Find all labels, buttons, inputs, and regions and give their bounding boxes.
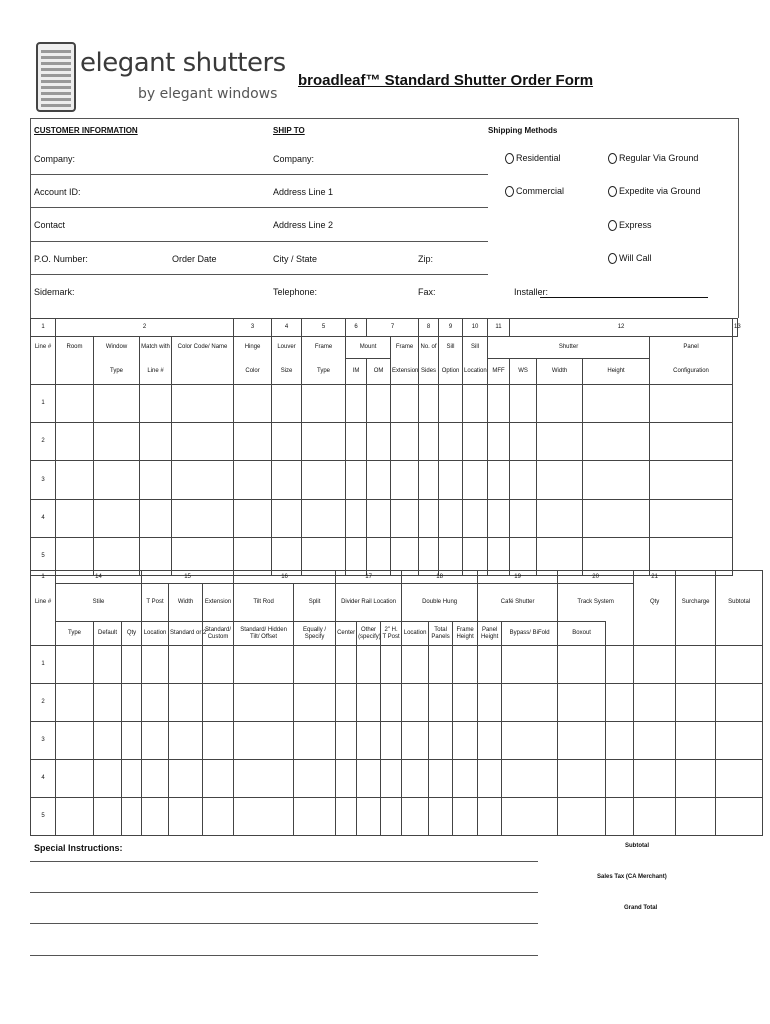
t1-subheader: OM	[367, 359, 391, 385]
t1-header: Match with	[140, 337, 172, 359]
t1-header: Panel	[650, 337, 733, 359]
special-instructions-label: Special Instructions:	[34, 843, 123, 853]
ship-fax-label: Fax:	[418, 287, 436, 297]
t1-header: Hinge	[234, 337, 272, 359]
installer-field[interactable]	[540, 297, 708, 298]
ship-address2-label: Address Line 2	[273, 220, 334, 230]
t1-header: Frame	[302, 337, 346, 359]
t1-subheader: Option	[439, 359, 463, 385]
radio-regular-ground[interactable]	[608, 153, 617, 164]
t1-subheader: Location	[463, 359, 488, 385]
t2-col-num: 18	[402, 571, 478, 584]
radio-residential[interactable]	[505, 153, 514, 164]
table-row	[31, 798, 763, 836]
shipping-express-label: Express	[619, 220, 652, 230]
t1-col-num: 13	[733, 319, 738, 337]
t1-subheader: Sides	[419, 359, 439, 385]
t2-subheader: Equally / Specify	[294, 622, 336, 646]
form-title: broadleaf™ Standard Shutter Order Form	[298, 72, 594, 89]
t1-col-num: 1	[31, 319, 56, 337]
t1-line-number: 4	[31, 500, 56, 538]
logo-tagline: by elegant windows	[138, 86, 278, 102]
sales-tax-label: Sales Tax (CA Merchant)	[597, 874, 667, 880]
t2-subheader: Standard or 2"	[169, 622, 203, 646]
special-instructions-line[interactable]	[30, 861, 538, 862]
t1-subheader: Configuration	[650, 359, 733, 385]
customer-account-id-label: Account ID:	[34, 187, 81, 197]
t2-header: Width	[169, 584, 203, 622]
order-table-2	[30, 570, 763, 836]
t2-line-number: 2	[31, 684, 56, 722]
t2-col-num: 17	[336, 571, 402, 584]
t1-subheader: Width	[537, 359, 583, 385]
radio-expedite-ground[interactable]	[608, 186, 617, 197]
t1-subheader: Color	[234, 359, 272, 385]
t2-subheader: Location	[402, 622, 429, 646]
special-instructions-line[interactable]	[30, 892, 538, 893]
t1-col-num: 4	[272, 319, 302, 337]
t1-subheader: Type	[94, 359, 140, 385]
t1-subheader: MFF	[488, 359, 510, 385]
customer-order-date-label: Order Date	[172, 254, 217, 264]
t1-col-num: 3	[234, 319, 272, 337]
shipping-will-call-label: Will Call	[619, 253, 652, 263]
ship-zip-label: Zip:	[418, 254, 434, 264]
special-instructions-line[interactable]	[30, 923, 538, 924]
t2-subheader: Other (specify)	[357, 622, 381, 646]
t2-col-num: 1	[31, 571, 56, 584]
table-row	[31, 722, 763, 760]
t2-subheader: Bypass/ BiFold	[502, 622, 558, 646]
t2-header: Surcharge	[676, 584, 716, 622]
t2-header: Stile	[56, 584, 142, 622]
ship-telephone-label: Telephone:	[273, 287, 318, 297]
t1-line-number: 5	[31, 538, 56, 576]
t2-header: Divider Rail Location	[336, 584, 402, 622]
t2-col-num: 19	[478, 571, 558, 584]
t1-header: Color Code/ Name	[172, 337, 234, 359]
customer-sidemark-label: Sidemark:	[34, 287, 75, 297]
customer-info-header: CUSTOMER INFORMATION	[34, 126, 138, 135]
t1-line-number: 2	[31, 423, 56, 461]
t1-col-num: 6	[346, 319, 367, 337]
t2-header: Split	[294, 584, 336, 622]
shipping-expedite-ground-label: Expedite via Ground	[619, 186, 701, 196]
table-row	[31, 684, 763, 722]
t1-header: No. of	[419, 337, 439, 359]
t2-subheader: Frame Height	[453, 622, 478, 646]
t1-subheader: Height	[583, 359, 650, 385]
t2-col-num: 15	[142, 571, 234, 584]
t1-header: Window	[94, 337, 140, 359]
customer-contact-label: Contact	[34, 220, 66, 230]
shipping-methods-header: Shipping Methods	[488, 126, 558, 135]
special-instructions-line[interactable]	[30, 955, 538, 956]
t1-col-num: 10	[463, 319, 488, 337]
t2-subheader: 2" H. T Post	[381, 622, 402, 646]
t1-header: Mount	[346, 337, 391, 359]
t1-header: Louver	[272, 337, 302, 359]
t2-subheader: Panel Height	[478, 622, 502, 646]
t2-subheader: Location	[142, 622, 169, 646]
t1-col-num: 11	[488, 319, 510, 337]
t2-subheader: Center	[336, 622, 357, 646]
t1-subheader: Extension	[391, 359, 419, 385]
t2-subheader: Type	[56, 622, 94, 646]
t2-subheader: Standard/ Hidden Tilt/ Offset	[234, 622, 294, 646]
shipping-regular-ground-label: Regular Via Ground	[619, 153, 699, 163]
grand-total-label: Grand Total	[624, 905, 658, 911]
t2-line-number: 5	[31, 798, 56, 836]
t2-header: Tilt Rod	[234, 584, 294, 622]
radio-express[interactable]	[608, 220, 617, 231]
t1-subheader: IM	[346, 359, 367, 385]
order-table-1	[30, 318, 741, 576]
t2-header: Qty	[634, 584, 676, 622]
t2-subheader: Boxout	[558, 622, 606, 646]
t1-header: Frame	[391, 337, 419, 359]
t1-header: Room	[56, 337, 94, 359]
t1-subheader: Size	[272, 359, 302, 385]
table-row	[31, 461, 738, 500]
t2-line-number: 1	[31, 646, 56, 684]
t1-col-num: 7	[367, 319, 419, 337]
shipping-residential-label: Residential	[516, 153, 561, 163]
t1-header: Shutter	[488, 337, 650, 359]
t1-line-number: 3	[31, 461, 56, 500]
table-row	[31, 423, 738, 461]
t1-col-num: 2	[56, 319, 234, 337]
t2-line-number: 4	[31, 760, 56, 798]
customer-company-label: Company:	[34, 154, 76, 164]
t1-col-num: 12	[510, 319, 733, 337]
t1-subheader: WS	[510, 359, 537, 385]
logo-brand: elegant shutters	[80, 48, 286, 78]
t2-col-num: 21	[634, 571, 676, 584]
t1-subheader: Line #	[140, 359, 172, 385]
t2-col-num: 16	[234, 571, 336, 584]
t2-header: Line #	[31, 584, 56, 622]
t2-subheader: Default	[94, 622, 122, 646]
ship-city-state-label: City / State	[273, 254, 318, 264]
t2-col-num: 14	[56, 571, 142, 584]
t2-subheader: Standard/ Custom	[203, 622, 234, 646]
installer-label: Installer:	[514, 287, 549, 297]
t2-header: Extension	[203, 584, 234, 622]
t2-header: Double Hung	[402, 584, 478, 622]
t2-header: T Post	[142, 584, 169, 622]
t1-line-number: 1	[31, 385, 56, 423]
t1-header: Sill	[463, 337, 488, 359]
t2-col-num: 20	[558, 571, 634, 584]
t2-header: Subtotal	[716, 584, 763, 622]
t2-header: Track System	[558, 584, 634, 622]
ship-address1-label: Address Line 1	[273, 187, 334, 197]
table-row	[31, 500, 738, 538]
ship-company-label: Company:	[273, 154, 315, 164]
t2-subheader: Qty	[122, 622, 142, 646]
radio-commercial[interactable]	[505, 186, 514, 197]
t2-subheader: Total Panels	[429, 622, 453, 646]
t1-col-num: 5	[302, 319, 346, 337]
t1-header: Sill	[439, 337, 463, 359]
shutter-logo-icon	[36, 42, 76, 112]
ship-to-header: SHIP TO	[273, 126, 305, 135]
radio-will-call[interactable]	[608, 253, 617, 264]
subtotal-label: Subtotal	[625, 843, 649, 849]
t1-col-num: 8	[419, 319, 439, 337]
t1-header: Line #	[31, 337, 56, 359]
customer-po-number-label: P.O. Number:	[34, 254, 88, 264]
table-row	[31, 385, 738, 423]
t2-line-number: 3	[31, 722, 56, 760]
shipping-commercial-label: Commercial	[516, 186, 565, 196]
t2-header: Café Shutter	[478, 584, 558, 622]
t1-subheader: Type	[302, 359, 346, 385]
table-row	[31, 646, 763, 684]
table-row	[31, 760, 763, 798]
t1-col-num: 9	[439, 319, 463, 337]
